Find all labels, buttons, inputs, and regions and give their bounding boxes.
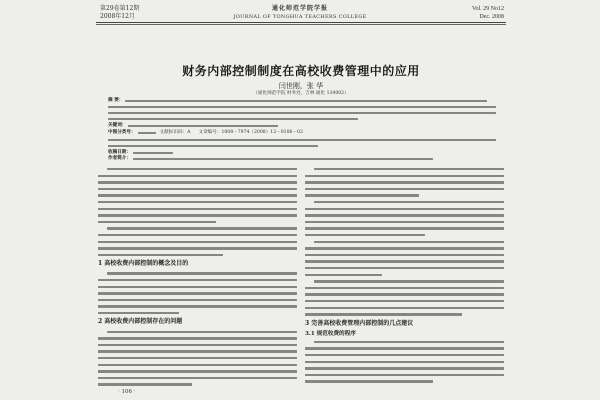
body-text-line [98,208,297,210]
text-line [98,277,298,284]
text-line [98,245,298,252]
received-label: 收稿日期： [108,150,131,155]
body-text-line [107,227,297,229]
text-line [305,199,505,206]
text-line [98,199,298,206]
text-line [98,361,298,368]
body-text-line [314,280,504,282]
body-text-line [314,241,504,243]
body-text-line [305,313,462,315]
body-text-line [305,208,504,210]
body-text-line [98,247,297,249]
text-line [305,173,505,180]
body-text-line [98,377,297,379]
article-authors: 闫世刚，张 华 [278,82,324,90]
text-line [98,225,298,232]
abstract-label: 摘 要： [108,98,124,103]
body-text-line [98,344,297,346]
classification-line [108,130,498,136]
body-text-line [128,125,278,127]
body-text-line [108,145,318,147]
body-text-line [305,367,504,369]
text-line [98,297,298,304]
body-text-line [98,370,297,372]
body-text-line [138,132,156,134]
body-text-line [98,337,297,339]
text-line [305,206,505,213]
text-line [305,232,505,239]
author-bio-line [108,156,498,162]
body-text-line [314,201,504,203]
body-text-line [98,194,297,196]
body-text-line [305,287,504,289]
text-line [305,265,505,272]
body-text-line [98,305,297,307]
body-text-line [98,364,297,366]
page-number: · 106 · [118,389,136,395]
text-line [98,166,298,173]
text-line [98,270,298,277]
body-text-line [125,100,487,102]
body-text-line [133,152,173,154]
text-line [98,303,298,310]
front-matter-line [108,143,498,149]
body-column-left [98,166,298,388]
body-text-line [314,341,504,343]
body-text-line [305,307,504,309]
body-text-line [98,279,297,281]
text-line [98,328,298,335]
body-text-line [305,347,504,349]
text-line [98,368,298,375]
text-line [98,355,298,362]
text-line [305,311,505,318]
journal-name-en: JOURNAL OF TONGHUA TEACHERS COLLEGE [233,14,367,20]
text-line [98,192,298,199]
volume-en: Vol. 29 No12 [471,6,504,12]
body-text-line [98,188,297,190]
header-center [200,5,400,21]
body-text-line [305,188,504,190]
text-line [98,232,298,239]
text-line [305,225,505,232]
keywords-line [108,123,498,129]
text-line [305,166,505,173]
body-text-line [305,234,425,236]
text-line [305,258,505,265]
body-text-line [305,260,504,262]
text-line [305,365,505,372]
text-line [305,219,505,226]
body-text-line [98,181,297,183]
issue-date-en: Dec. 2008 [479,14,504,20]
body-text-line [305,274,382,276]
section-heading-3: 3 完善高校收费管理内部控制的几点建议 [305,319,414,327]
body-text-line [98,357,297,359]
text-line [305,352,505,359]
body-text-line [108,118,358,120]
body-text-line [305,254,504,256]
text-line [98,252,298,259]
body-text-line [305,214,504,216]
text-line [305,192,505,199]
text-line [305,372,505,379]
body-text-line [98,241,297,243]
subsection-heading-3-1: 3.1 规范收费的程序 [305,330,356,337]
volume-issue: 第29卷第12期 [100,5,140,12]
body-text-line [305,267,504,269]
body-text-line [98,383,192,385]
text-line [98,212,298,219]
body-text-line [98,234,297,236]
body-text-line [98,254,223,256]
abstract-line [108,116,498,122]
body-text-line [98,201,297,203]
text-line [305,179,505,186]
text-line [305,278,505,285]
author-affiliation: （通化师范学院 财务处，吉林 通化 134002） [253,91,349,96]
body-text-line [108,112,496,114]
article-title: 财务内部控制制度在高校收费管理中的应用 [182,64,420,78]
body-text-line [305,175,504,177]
body-text-line [98,221,216,223]
body-text-line [314,168,504,170]
text-line [305,212,505,219]
clc-label: 中图分类号： [108,130,136,135]
body-text-line [107,272,297,274]
body-text-line [305,293,504,295]
journal-name-cn: 通化师范学院学报 [271,5,328,12]
body-text-line [305,361,504,363]
text-line [98,310,298,317]
body-text-line [108,139,496,141]
author-bio-label: 作者简介： [108,156,131,161]
body-text-line [107,168,297,170]
header-left [100,5,139,21]
keywords-label: 关键词： [108,123,127,128]
body-text-line [107,331,297,333]
text-line [98,173,298,180]
text-line [98,239,298,246]
text-line [305,285,505,292]
body-column-right [305,166,505,388]
body-text-line [108,106,496,108]
body-text-line [305,221,504,223]
text-line [305,358,505,365]
text-line [98,290,298,297]
text-line [98,179,298,186]
text-line [305,272,505,279]
text-line [305,345,505,352]
text-line [98,335,298,342]
text-line [305,252,505,259]
body-text-line [98,214,297,216]
article-number: 文章编号：1008－7974（2008）12－0106－02 [198,130,303,135]
section-heading-1: 1 高校收费内部控制的概念及目的 [98,260,189,268]
body-text-line [133,158,433,160]
text-line [98,348,298,355]
body-text-line [98,292,297,294]
issue-date-cn: 2008年12月 [100,13,135,20]
body-text-line [305,354,504,356]
body-text-line [305,247,504,249]
text-line [305,339,505,346]
body-text-line [98,175,297,177]
header-right [400,5,504,21]
text-line [305,239,505,246]
text-line [305,304,505,311]
header-rule [96,22,506,23]
body-text-line [305,380,433,382]
text-line [305,245,505,252]
body-text-line [305,227,504,229]
body-text-line [98,312,179,314]
body-text-line [305,181,504,183]
body-text-line [305,374,504,376]
body-text-line [98,286,297,288]
body-text-line [98,299,297,301]
header-rule-secondary [96,24,506,25]
text-line [305,298,505,305]
body-text-line [305,300,504,302]
section-heading-2: 2 高校收费内部控制存在的问题 [98,318,183,326]
text-line [98,381,298,388]
text-line [98,219,298,226]
text-line [98,186,298,193]
text-line [98,284,298,291]
body-text-line [305,194,419,196]
text-line [98,375,298,382]
document-code: 文献标识码：A [159,130,191,135]
body-text-line [98,350,297,352]
text-line [305,291,505,298]
text-line [98,342,298,349]
text-line [305,186,505,193]
text-line [305,378,505,385]
text-line [98,206,298,213]
